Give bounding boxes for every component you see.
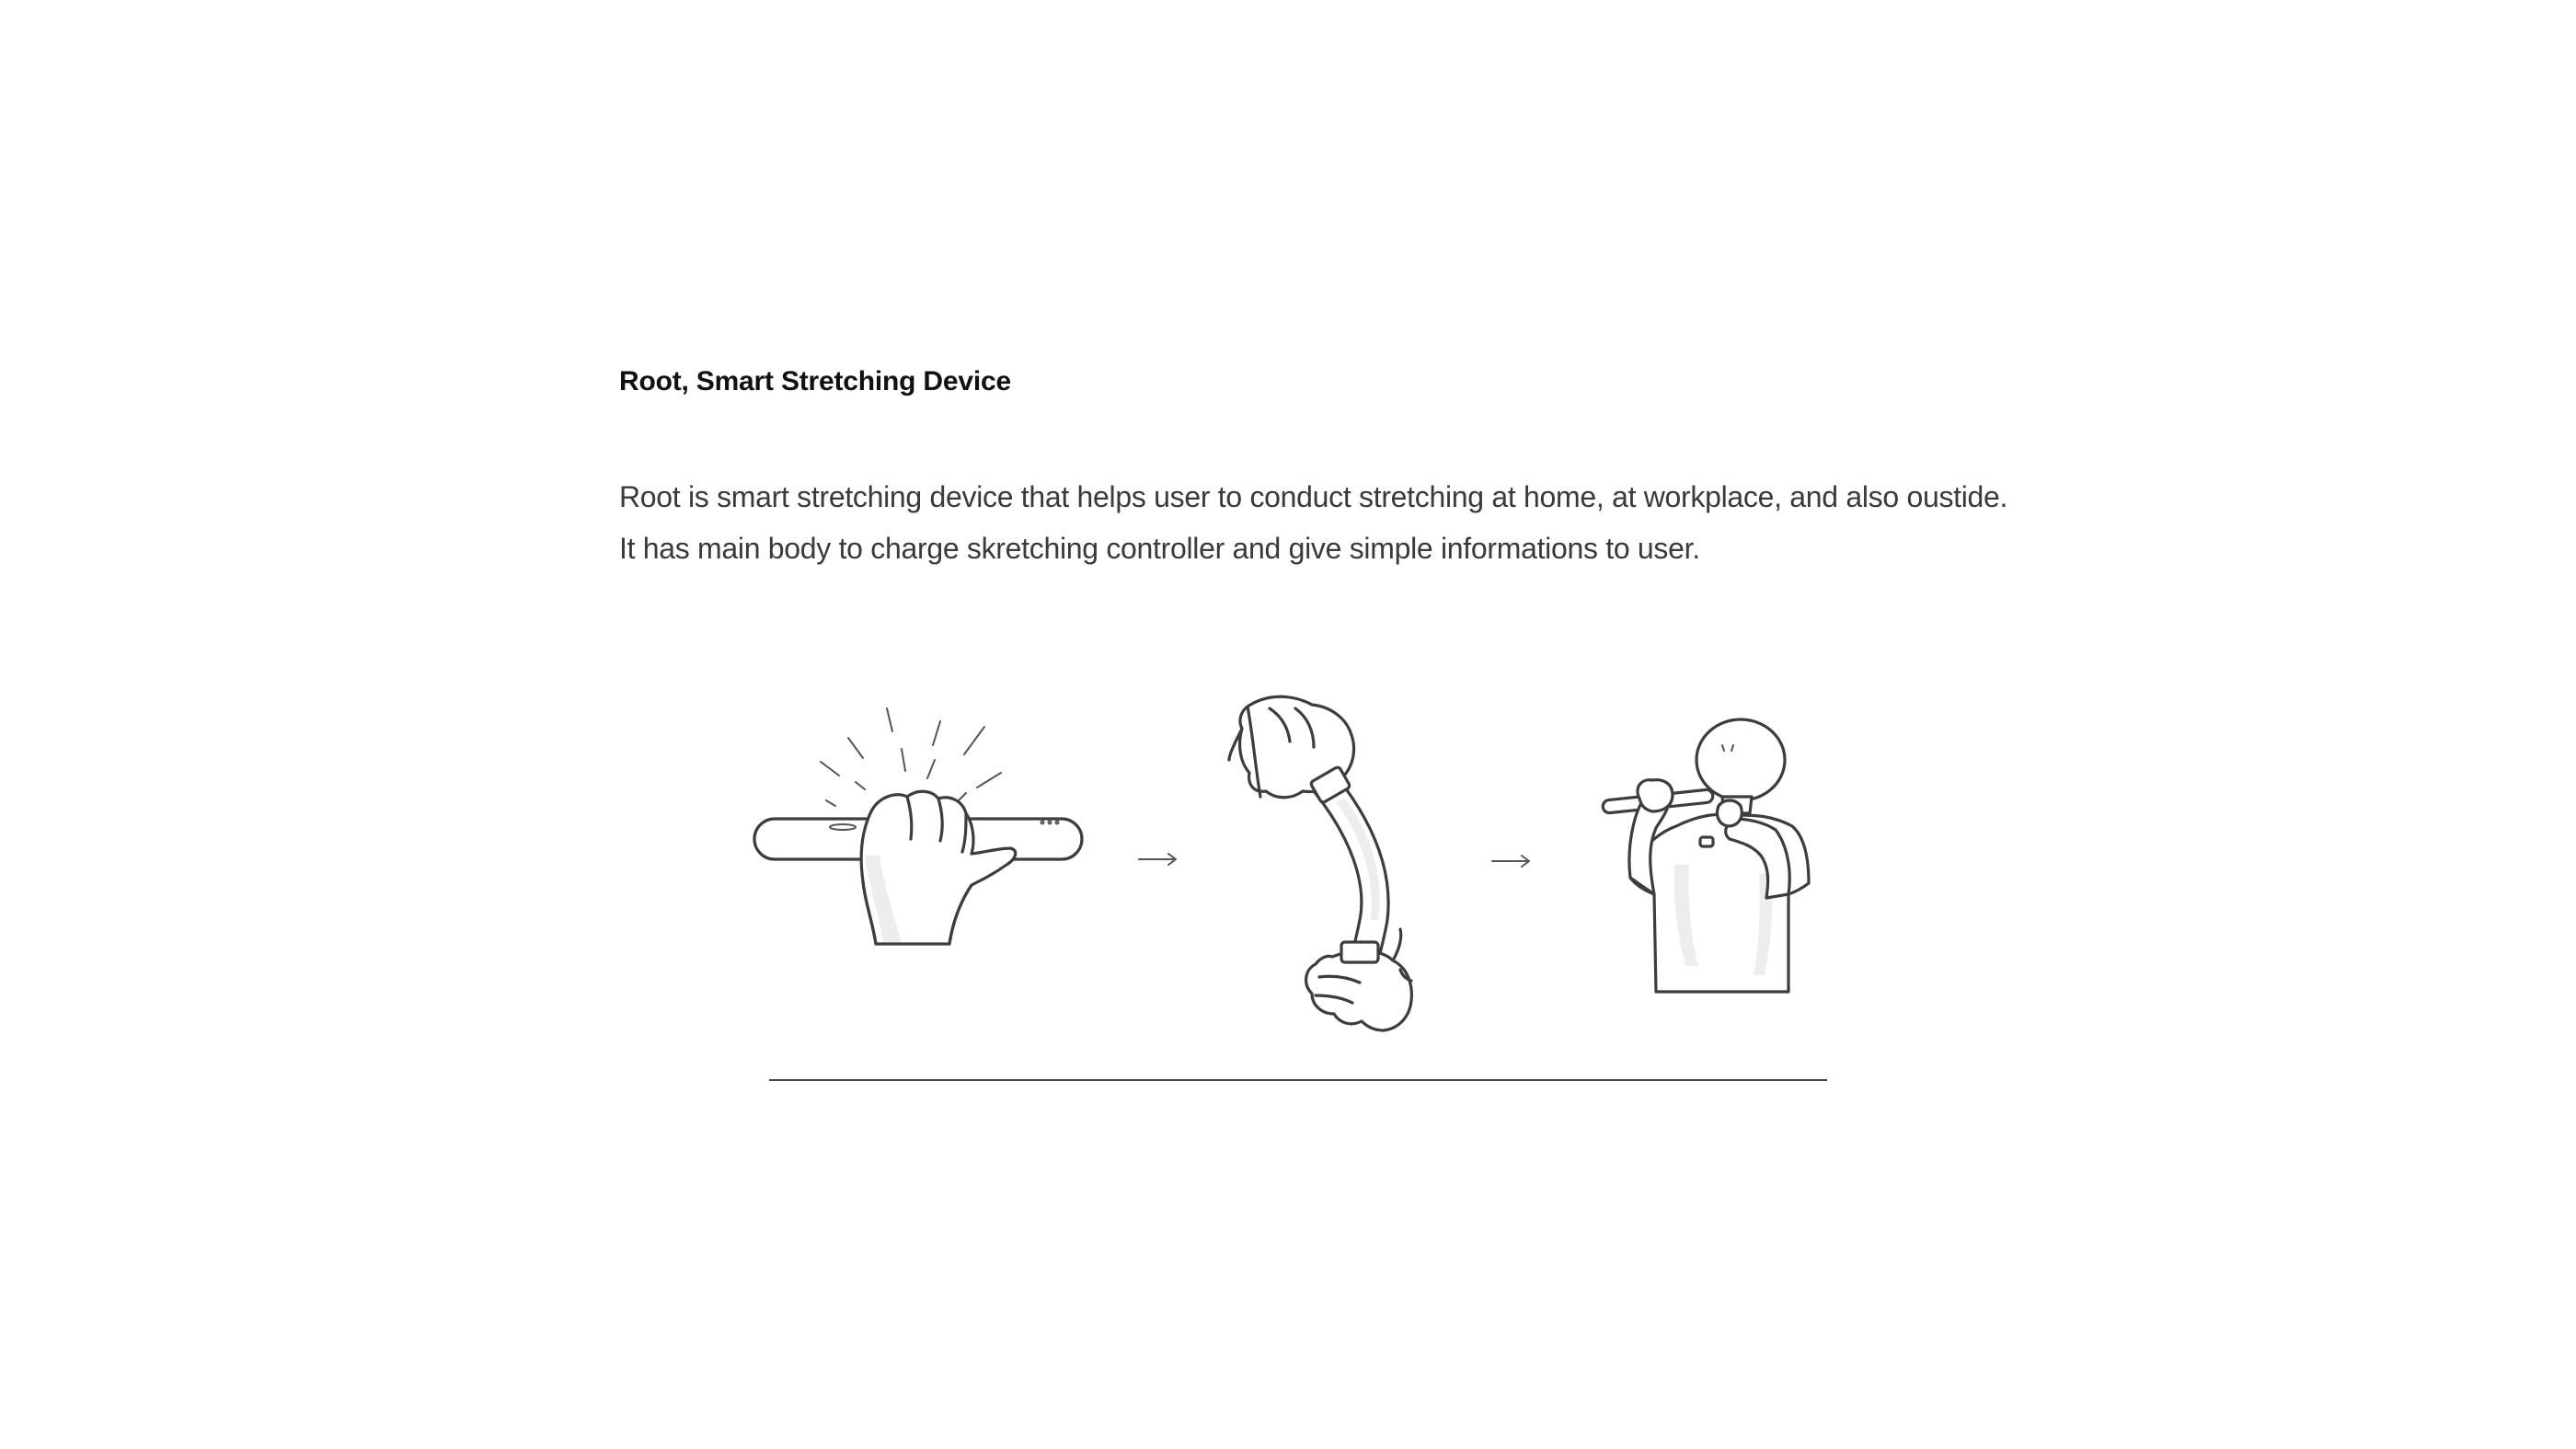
person-stretching-with-device-icon (1603, 719, 1809, 992)
description-line-2: It has main body to charge skretching controller and give simple informations to user. (619, 532, 1700, 565)
hand-grabbing-device-icon (754, 708, 1082, 944)
description (619, 471, 2008, 574)
description-line-1: Root is smart stretching device that helps user to conduct stretching at home, at workplace, and also oustide. (619, 480, 2008, 513)
baseline-divider (769, 1079, 1827, 1081)
arrow-right-icon (1139, 854, 1176, 865)
page-title: Root, Smart Stretching Device (619, 366, 1011, 397)
hands-bending-device-icon (1229, 696, 1411, 1030)
arrow-right-icon (1492, 856, 1529, 867)
